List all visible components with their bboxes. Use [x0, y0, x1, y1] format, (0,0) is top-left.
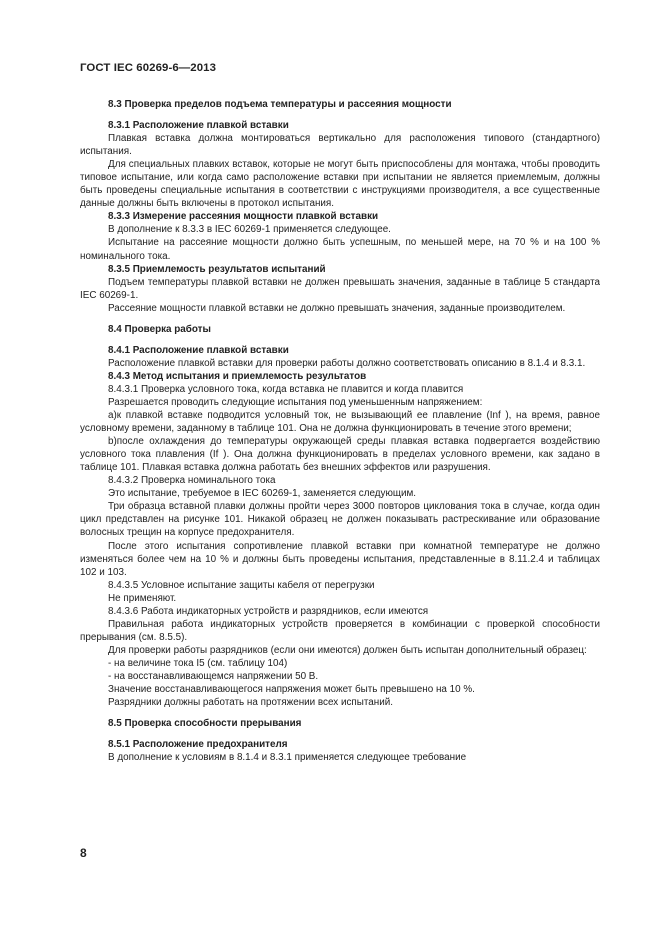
- paragraph: - на восстанавливающемся напряжении 50 В.: [108, 670, 319, 682]
- paragraph-gap: [80, 90, 600, 98]
- section-heading: 8.3.1 Расположение плавкой вставки: [108, 120, 289, 132]
- paragraph: Рассеяние мощности плавкой вставки не должно превышать значения, заданные производителем.: [108, 302, 566, 314]
- paragraph: Разрешается проводить следующие испытания под уменьшенным напряжением:: [108, 396, 483, 408]
- paragraph: Это испытание, требуемое в IEC 60269-1, заменяется следующим.: [108, 488, 417, 500]
- paragraph: После этого испытания сопротивление плавкой вставки при комнатной температуре не должно изменяться более чем на 10 % и должны быть проведены испытания, представленные в 8.11.2.4 и таблицах 102 и 103.: [80, 540, 600, 578]
- paragraph: 8.4.3.1 Проверка условного тока, когда вставка не плавится и когда плавится: [108, 383, 464, 395]
- paragraph: Плавкая вставка должна монтироваться вертикально для расположения типового (стандартного) испытания.: [80, 133, 600, 158]
- section-heading: 8.5 Проверка способности прерывания: [108, 718, 302, 730]
- section-heading: 8.3.5 Приемлемость результатов испытаний: [108, 263, 326, 275]
- paragraph: Не применяют.: [108, 592, 177, 604]
- section-heading: 8.3.3 Измерение рассеяния мощности плавкой вставки: [108, 211, 379, 223]
- paragraph: b)после охлаждения до температуры окружающей среды плавкая вставка подвергается воздействию условного тока плавления (If ). Она должна функционировать в пределах условного времени, как задано в таблице 101. Плавкая вставка должна работать без внешних эффектов или разрушения.: [80, 436, 600, 474]
- paragraph: 8.4.3.5 Условное испытание защиты кабеля от перегрузки: [108, 579, 375, 591]
- paragraph: Значение восстанавливающегося напряжения может быть превышено на 10 %.: [108, 684, 475, 696]
- paragraph: Для специальных плавких вставок, которые не могут быть приспособлены для монтажа, чтобы проводить типовое испытание, или когда само расположение вставки при испытании не является приемлемым, должны быть проведены специальные испытания в соответствии с инструкциями производителя, а все существенные данные должны быть включены в протокол испытания.: [80, 159, 600, 210]
- section-heading: 8.5.1 Расположение предохранителя: [108, 739, 288, 751]
- paragraph: 8.4.3.2 Проверка номинального тока: [108, 475, 276, 487]
- document-body: [80, 90, 600, 764]
- paragraph: Подъем температуры плавкой вставки не должен превышать значения, заданные в таблице 5 стандарта IEC 60269-1.: [80, 276, 600, 301]
- section-heading: 8.4 Проверка работы: [108, 323, 211, 335]
- paragraph-gap: [80, 709, 600, 717]
- paragraph: Разрядники должны работать на протяжении всех испытаний.: [108, 697, 393, 709]
- section-heading: 8.4.1 Расположение плавкой вставки: [108, 344, 289, 356]
- paragraph: а)к плавкой вставке подводится условный ток, не вызывающий ее плавление (Inf ), на время, равное условному времени, заданному в таблице 101. Она не должна функционировать в течение этого времени;: [80, 410, 600, 435]
- paragraph: Три образца вставной плавки должны пройти через 3000 повторов циклования тока в случае, когда один цикл представлен на рисунке 101. Никакой образец не должен показывать растрескивание или образование волосных трещин на корпусе предохранителя.: [80, 501, 600, 539]
- section-heading: 8.4.3 Метод испытания и приемлемость результатов: [108, 370, 367, 382]
- paragraph-gap: [80, 315, 600, 323]
- document-header: ГОСТ IEC 60269-6—2013: [80, 62, 217, 74]
- paragraph: Расположение плавкой вставки для проверки работы должно соответствовать описанию в 8.1.4 и 8.3.1.: [108, 357, 586, 369]
- paragraph: Для проверки работы разрядников (если они имеются) должен быть испытан дополнительный образец:: [108, 644, 587, 656]
- paragraph: 8.4.3.6 Работа индикаторных устройств и разрядников, если имеются: [108, 605, 429, 617]
- paragraph-gap: [80, 336, 600, 344]
- paragraph: Испытание на рассеяние мощности должно быть успешным, по меньшей мере, на 70 % и на 100 % номинального тока.: [80, 237, 600, 262]
- section-heading: 8.3 Проверка пределов подъема температуры и рассеяния мощности: [108, 99, 452, 110]
- paragraph: - на величине тока I5 (см. таблицу 104): [108, 657, 288, 669]
- page-number: 8: [80, 846, 87, 860]
- paragraph: В дополнение к 8.3.3 в IEC 60269-1 применяется следующее.: [108, 224, 391, 236]
- paragraph: Правильная работа индикаторных устройств проверяется в комбинации с проверкой способности прерывания (см. 8.5.5).: [80, 618, 600, 643]
- paragraph: В дополнение к условиям в 8.1.4 и 8.3.1 применяется следующее требование: [108, 752, 467, 764]
- paragraph-gap: [80, 111, 600, 119]
- paragraph-gap: [80, 730, 600, 738]
